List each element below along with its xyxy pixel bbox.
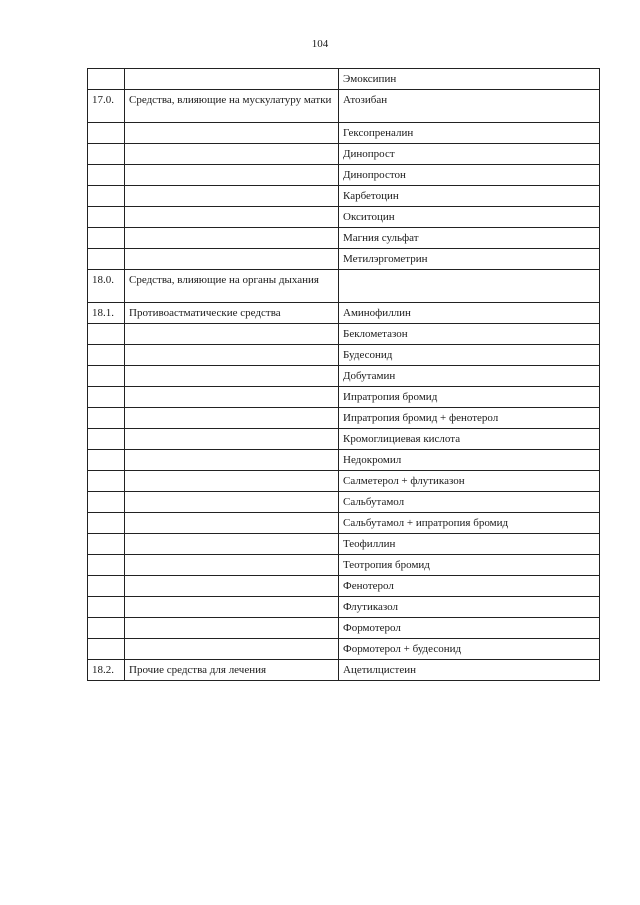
table-row [88, 513, 600, 534]
group-cell [125, 513, 339, 534]
table-row [88, 165, 600, 186]
group-cell [125, 228, 339, 249]
drug-cell: Атозибан [339, 90, 600, 123]
drug-cell: Эмоксипин [339, 69, 600, 90]
code-cell: 18.0. [88, 270, 125, 303]
drug-cell: Фенотерол [339, 576, 600, 597]
drug-cell: Будесонид [339, 345, 600, 366]
table-row [88, 144, 600, 165]
group-cell: Средства, влияющие на мускулатуру матки [125, 90, 339, 123]
code-cell: 17.0. [88, 90, 125, 123]
table-row [88, 186, 600, 207]
code-cell [88, 207, 125, 228]
table-row [88, 90, 600, 123]
group-cell [125, 123, 339, 144]
table-row [88, 69, 600, 90]
drug-cell: Формотерол + будесонид [339, 639, 600, 660]
drug-cell: Гексопреналин [339, 123, 600, 144]
drug-cell: Динопрост [339, 144, 600, 165]
drug-cell: Добутамин [339, 366, 600, 387]
code-cell [88, 408, 125, 429]
page-number: 104 [311, 38, 329, 50]
drug-cell: Салметерол + флутиказон [339, 471, 600, 492]
drug-cell: Метилэргометрин [339, 249, 600, 270]
code-cell [88, 324, 125, 345]
table-row [88, 366, 600, 387]
group-cell [125, 450, 339, 471]
table-row [88, 576, 600, 597]
group-cell [125, 207, 339, 228]
group-cell [125, 492, 339, 513]
drug-cell: Кромоглициевая кислота [339, 429, 600, 450]
group-cell [125, 249, 339, 270]
code-cell [88, 639, 125, 660]
table-row [88, 207, 600, 228]
code-cell [88, 576, 125, 597]
group-cell [125, 345, 339, 366]
code-cell [88, 387, 125, 408]
table-row [88, 618, 600, 639]
group-cell [125, 618, 339, 639]
drug-cell: Аминофиллин [339, 303, 600, 324]
table-row [88, 345, 600, 366]
drug-cell: Сальбутамол [339, 492, 600, 513]
drug-cell: Теофиллин [339, 534, 600, 555]
drug-cell: Недокромил [339, 450, 600, 471]
table-row [88, 555, 600, 576]
code-cell [88, 186, 125, 207]
table-row [88, 387, 600, 408]
group-cell [125, 165, 339, 186]
group-cell: Средства, влияющие на органы дыхания [125, 270, 339, 303]
code-cell [88, 555, 125, 576]
group-cell [125, 324, 339, 345]
group-cell [125, 69, 339, 90]
table-row [88, 324, 600, 345]
code-cell [88, 123, 125, 144]
table-row [88, 429, 600, 450]
code-cell: 18.2. [88, 660, 125, 681]
code-cell [88, 450, 125, 471]
drug-cell: Формотерол [339, 618, 600, 639]
drug-cell: Беклометазон [339, 324, 600, 345]
group-cell [125, 186, 339, 207]
code-cell [88, 228, 125, 249]
code-cell [88, 144, 125, 165]
code-cell [88, 492, 125, 513]
drug-cell: Ипратропия бромид [339, 387, 600, 408]
drug-list-table [87, 68, 600, 681]
code-cell [88, 513, 125, 534]
table-row [88, 408, 600, 429]
group-cell: Противоастматические средства [125, 303, 339, 324]
table-row [88, 597, 600, 618]
table-row [88, 660, 600, 681]
table-row [88, 492, 600, 513]
code-cell [88, 597, 125, 618]
group-cell [125, 639, 339, 660]
group-cell [125, 597, 339, 618]
group-cell [125, 408, 339, 429]
drug-cell: Теотропия бромид [339, 555, 600, 576]
group-cell [125, 534, 339, 555]
code-cell [88, 249, 125, 270]
group-cell [125, 387, 339, 408]
group-cell [125, 555, 339, 576]
group-cell [125, 366, 339, 387]
code-cell [88, 471, 125, 492]
group-cell: Прочие средства для лечения [125, 660, 339, 681]
code-cell [88, 618, 125, 639]
group-cell [125, 429, 339, 450]
drug-cell: Динопростон [339, 165, 600, 186]
table-row [88, 639, 600, 660]
drug-cell: Ацетилцистеин [339, 660, 600, 681]
table-row [88, 270, 600, 303]
group-cell [125, 576, 339, 597]
table-row [88, 123, 600, 144]
table-row [88, 228, 600, 249]
table-row [88, 303, 600, 324]
group-cell [125, 144, 339, 165]
code-cell [88, 366, 125, 387]
code-cell [88, 165, 125, 186]
drug-cell [339, 270, 600, 303]
table-row [88, 450, 600, 471]
table-row [88, 249, 600, 270]
code-cell [88, 345, 125, 366]
code-cell: 18.1. [88, 303, 125, 324]
code-cell [88, 429, 125, 450]
drug-cell: Ипратропия бромид + фенотерол [339, 408, 600, 429]
code-cell [88, 69, 125, 90]
drug-cell: Магния сульфат [339, 228, 600, 249]
drug-cell: Сальбутамол + ипратропия бромид [339, 513, 600, 534]
drug-cell: Карбетоцин [339, 186, 600, 207]
table-row [88, 534, 600, 555]
code-cell [88, 534, 125, 555]
table-row [88, 471, 600, 492]
group-cell [125, 471, 339, 492]
drug-cell: Флутиказол [339, 597, 600, 618]
drug-cell: Окситоцин [339, 207, 600, 228]
